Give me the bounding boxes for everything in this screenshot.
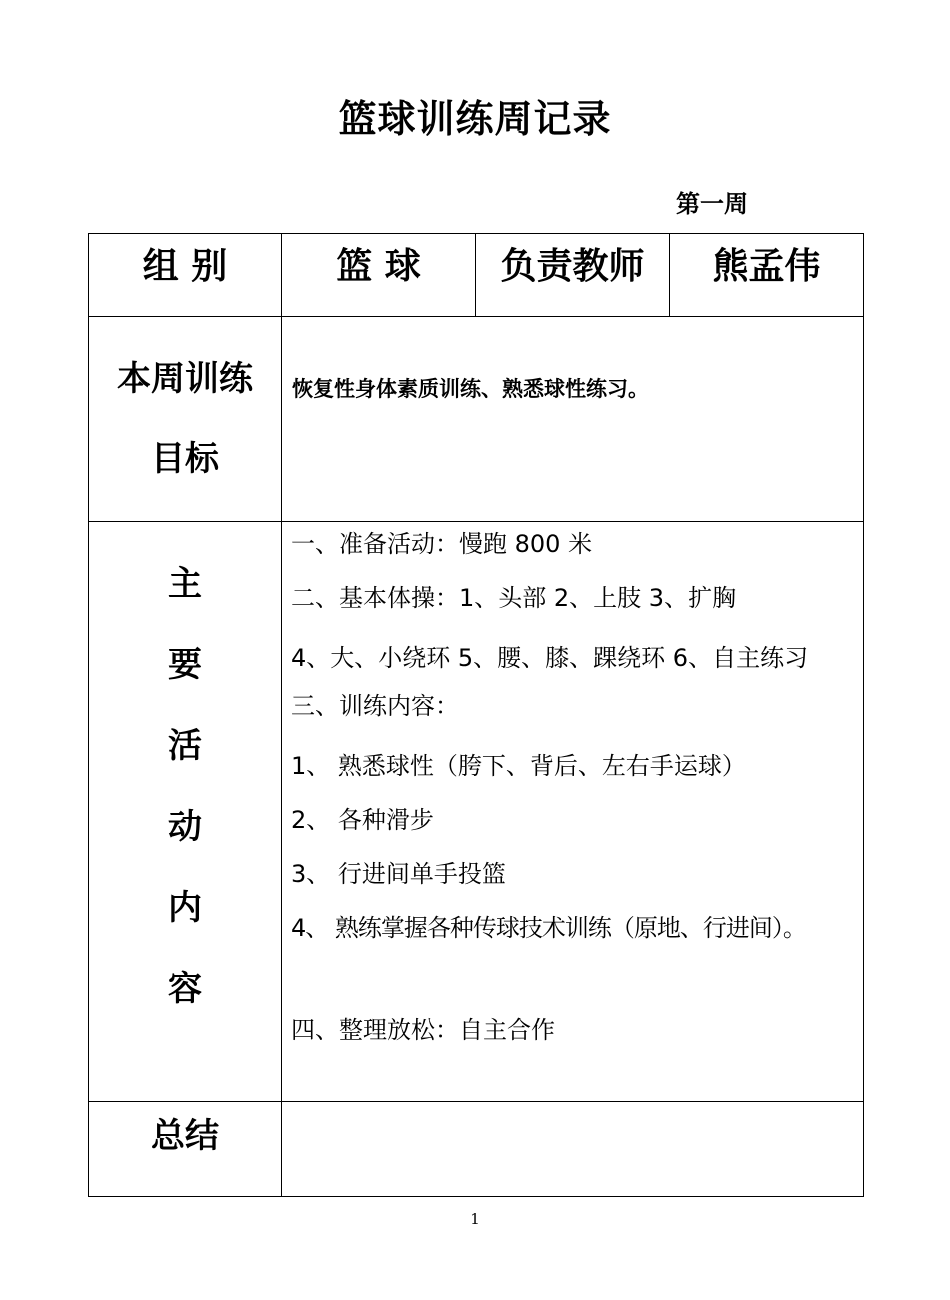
- activities-label-stack: [89, 522, 281, 1050]
- page-number: 1: [470, 1210, 480, 1228]
- training-record-table: [88, 233, 864, 1197]
- teacher-label: 负责教师: [476, 234, 670, 317]
- activity-line: 一、准备活动：慢跑 800 米: [291, 530, 593, 558]
- summary-content: [282, 1102, 864, 1197]
- goal-label-line2: 目标: [151, 439, 219, 479]
- activities-label-char: 主: [168, 564, 202, 604]
- activity-line: 1、 熟悉球性（胯下、背后、左右手运球）: [291, 752, 746, 780]
- header-row: [89, 234, 864, 317]
- activities-label-char: 活: [168, 726, 202, 766]
- activity-line: 四、整理放松：自主合作: [291, 1016, 555, 1044]
- activities-label: [89, 522, 282, 1102]
- activity-line: 三、训练内容：: [291, 692, 459, 720]
- activities-label-char: 内: [168, 888, 202, 928]
- activity-line: 二、基本体操：1、头部 2、上肢 3、扩胸: [291, 584, 737, 612]
- goal-row: [89, 317, 864, 522]
- goal-label-line1: 本周训练: [117, 359, 253, 399]
- group-value: 篮 球: [282, 234, 476, 317]
- activities-label-char: 容: [168, 969, 202, 1009]
- page-title: 篮球训练周记录: [338, 97, 612, 141]
- goal-text: 恢复性身体素质训练、熟悉球性练习。: [282, 317, 864, 522]
- group-label: 组 别: [89, 234, 282, 317]
- summary-label: 总结: [89, 1102, 282, 1197]
- activity-line: 2、 各种滑步: [291, 806, 434, 834]
- teacher-value: 熊孟伟: [670, 234, 864, 317]
- activity-line: 4、大、小绕环 5、腰、膝、踝绕环 6、自主练习: [291, 644, 809, 672]
- week-label: 第一周: [676, 190, 748, 218]
- activities-label-char: 动: [168, 807, 202, 847]
- activity-line: 4、 熟练掌握各种传球技术训练（原地、行进间）。: [291, 914, 806, 942]
- activity-line: 3、 行进间单手投篮: [291, 860, 506, 888]
- activities-label-char: 要: [168, 645, 202, 685]
- goal-label: [89, 317, 282, 522]
- summary-row: [89, 1102, 864, 1197]
